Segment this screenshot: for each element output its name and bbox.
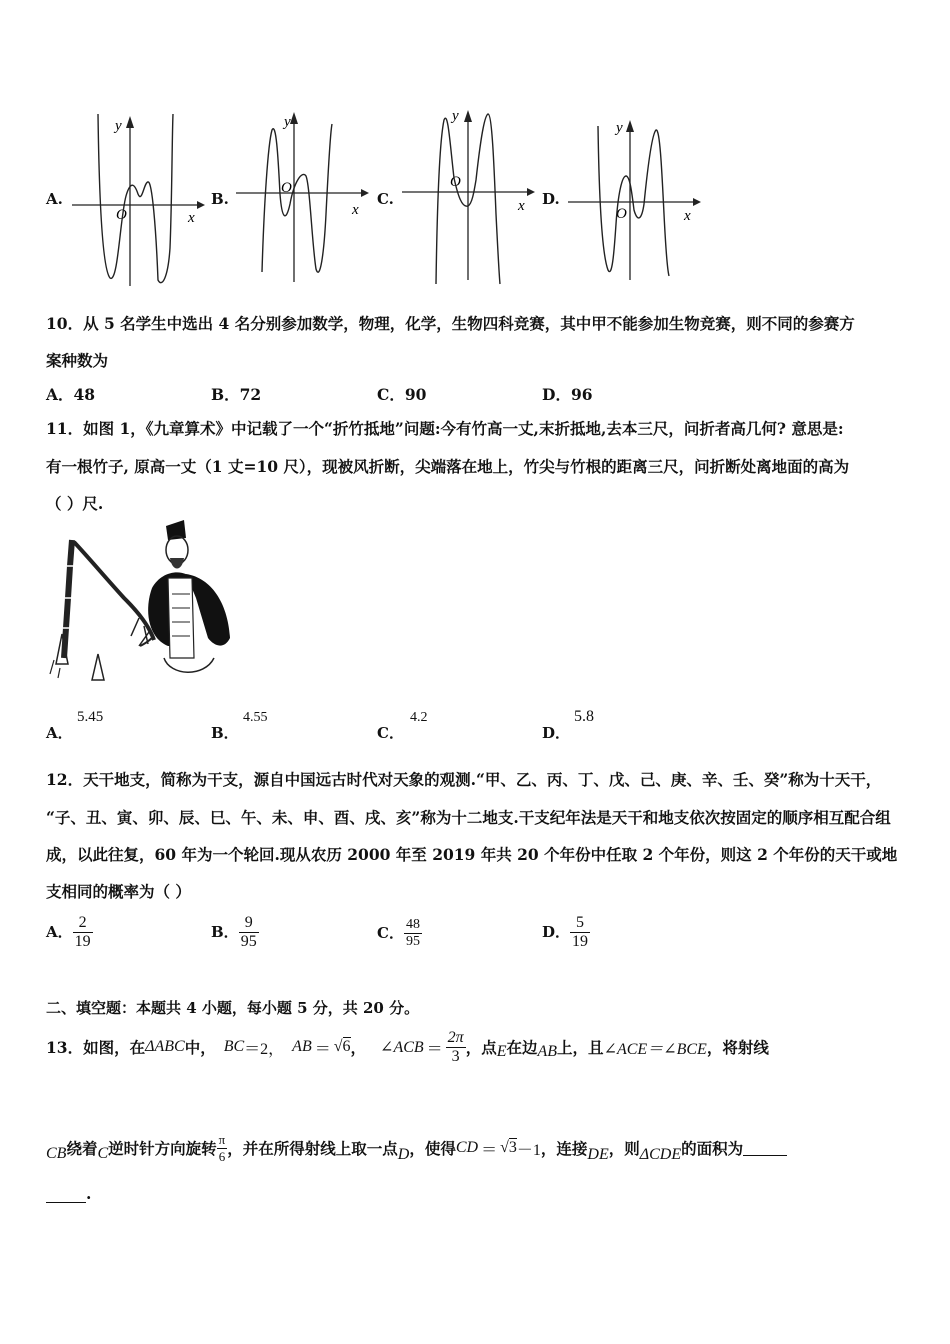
q11-option-b-label: B． — [211, 724, 239, 742]
q13-prefix: 13．如图，在 — [46, 1038, 146, 1057]
q13-line1 — [46, 1022, 769, 1072]
sqrt-3: √3 — [500, 1139, 517, 1156]
q9-option-a-label: A. — [46, 190, 63, 208]
equals: ＝ — [314, 1040, 331, 1058]
axis-x-label: x — [352, 202, 359, 218]
axis-y-label: y — [616, 120, 623, 136]
denominator: 95 — [405, 934, 420, 949]
origin-label: O — [116, 207, 127, 223]
segment-de: DE — [587, 1146, 609, 1163]
q13-text: ，使得 — [409, 1139, 456, 1158]
q9-option-d-label: D. — [542, 190, 560, 208]
q13-line2 — [46, 1126, 787, 1170]
q9-option-b-label: B. — [211, 190, 229, 208]
equals: ＝ — [426, 1040, 443, 1058]
q13-text: 中， — [184, 1038, 216, 1057]
numerator: 2 — [73, 914, 93, 933]
fraction — [73, 914, 93, 951]
q13-text: 上，且 — [557, 1038, 604, 1057]
angle-acb: ∠ACB — [380, 1039, 424, 1056]
option-label: B． — [211, 923, 239, 941]
q11-illustration — [44, 518, 239, 688]
minus-one: －1 — [516, 1141, 541, 1159]
q13-text: ，点 — [465, 1038, 497, 1057]
q11-option-d-label: D． — [542, 724, 571, 742]
q13-text: 在边 — [506, 1038, 538, 1057]
denominator: 19 — [74, 933, 91, 950]
q11-option-b-value: 4.55 — [243, 710, 268, 725]
q9-graph-b — [236, 104, 371, 284]
segment-ab: AB — [292, 1038, 312, 1055]
q13-text: ，将射线 — [706, 1038, 769, 1057]
origin-label: O — [616, 206, 627, 222]
q11-option-c-label: C． — [377, 724, 404, 742]
q12-option-d — [542, 914, 590, 951]
denominator: 95 — [240, 933, 257, 950]
fraction — [404, 917, 422, 950]
option-label: A． — [46, 923, 73, 941]
q13-text: ，连接 — [540, 1139, 588, 1158]
section2-heading: 二、填空题：本题共 4 小题，每小题 5 分，共 20 分。 — [46, 999, 420, 1017]
q11-option-c-value: 4.2 — [410, 710, 428, 725]
triangle-abc: ΔABC — [145, 1038, 185, 1055]
segment-bc: BC — [223, 1038, 245, 1055]
q9-option-c-label: C. — [377, 190, 394, 208]
q13-text: 的面积为 — [681, 1139, 744, 1158]
q10-text-line1: 10．从 5 名学生中选出 4 名分别参加数学，物理，化学，生物四科竞赛，其中甲不能参加生物竞赛，则不同的参赛方 — [46, 314, 855, 333]
denominator: 19 — [572, 933, 589, 950]
option-label: D． — [542, 923, 571, 941]
q13-text: ， — [350, 1038, 367, 1057]
answer-blank-continued[interactable] — [46, 1188, 86, 1203]
origin-label: O — [281, 180, 292, 196]
q13-period: . — [86, 1184, 92, 1203]
q11-text-line3: （ ）尺. — [46, 494, 104, 513]
segment-cd: CD — [455, 1139, 479, 1156]
fraction-pi-6: $\frac{\pi}{6}$ — [218, 1131, 226, 1164]
fraction — [239, 914, 259, 951]
triangle-cde: ΔCDE — [639, 1146, 682, 1163]
point-c: C — [97, 1145, 109, 1162]
axis-y-label: y — [115, 118, 122, 134]
q12-text-line3: 成，以此往复，60 年为一个轮回.现从农历 2000 年至 2019 年共 20 个年份中任取 2 个年份，则这 2 个年份的天干或地 — [46, 845, 898, 864]
answer-blank[interactable] — [743, 1141, 787, 1156]
axis-x-label: x — [188, 210, 195, 226]
option-label: C． — [377, 924, 404, 942]
segment-ab: AB — [537, 1043, 558, 1060]
q11-text-line2: 有一根竹子, 原高一丈（1 丈=10 尺），现被风折断，尖端落在地上，竹尖与竹根的距离三尺，问折断处离地面的高为 — [46, 457, 850, 476]
q10-option-d: D．96 — [542, 385, 593, 404]
q11-option-d-value: 5.8 — [574, 708, 594, 725]
q11-option-a-value: 5.45 — [77, 709, 104, 725]
q9-graph-c — [402, 104, 537, 288]
axis-y-label: y — [284, 114, 291, 130]
q13-text: ，并在所得射线上取一点 — [227, 1139, 398, 1158]
sqrt-6: √6 — [333, 1038, 351, 1055]
fraction — [570, 914, 590, 951]
q12-option-b — [211, 914, 259, 951]
numerator: 5 — [570, 914, 590, 933]
angle-equality: ∠ACE＝∠BCE — [603, 1040, 707, 1058]
q12-option-a — [46, 914, 93, 951]
axis-y-label: y — [452, 108, 459, 124]
axis-x-label: x — [684, 208, 691, 224]
point-d: D — [397, 1146, 410, 1163]
point-e: E — [496, 1043, 507, 1060]
q12-text-line2: “子、丑、寅、卯、辰、巳、午、未、申、酉、戌、亥”称为十二地支.干支纪年法是天干和地支依次按固定的顺序相互配合组 — [46, 808, 891, 827]
numerator: 9 — [239, 914, 259, 933]
ray-cb: CB — [46, 1145, 67, 1162]
q10-option-a: A．48 — [46, 385, 96, 404]
q12-text-line1: 12．天干地支，简称为干支，源自中国远古时代对天象的观测.“甲、乙、丙、丁、戊、己、庚、辛、壬、癸”称为十天干， — [46, 770, 882, 789]
q13-line3 — [46, 1184, 91, 1203]
axis-x-label: x — [518, 198, 525, 214]
q12-option-c — [377, 917, 422, 950]
q12-text-line4: 支相同的概率为（ ） — [46, 882, 191, 901]
numerator: 48 — [405, 917, 420, 932]
equals: ＝ — [481, 1141, 498, 1159]
q9-graph-d — [568, 114, 703, 284]
q10-text-line2: 案种数为 — [46, 351, 109, 370]
origin-label: O — [450, 174, 461, 190]
q10-option-b: B．72 — [211, 385, 262, 404]
q11-option-a-label: A． — [46, 724, 73, 742]
q9-graph-a — [72, 108, 207, 288]
q13-text: ，则 — [608, 1139, 640, 1158]
q13-text: 绕着 — [66, 1139, 98, 1158]
bc-value: ＝2， — [244, 1040, 285, 1058]
q13-text: 逆时针方向旋转 — [108, 1139, 217, 1158]
q10-option-c: C．90 — [377, 385, 427, 404]
fraction-2pi-3: $\frac{2\pi}{3}$ — [447, 1028, 464, 1065]
q11-text-line1: 11．如图 1，《九章算术》中记载了一个“折竹抵地”问题:今有竹高一丈,末折抵地,去本三尺，问折者高几何? 意思是: — [46, 419, 844, 438]
